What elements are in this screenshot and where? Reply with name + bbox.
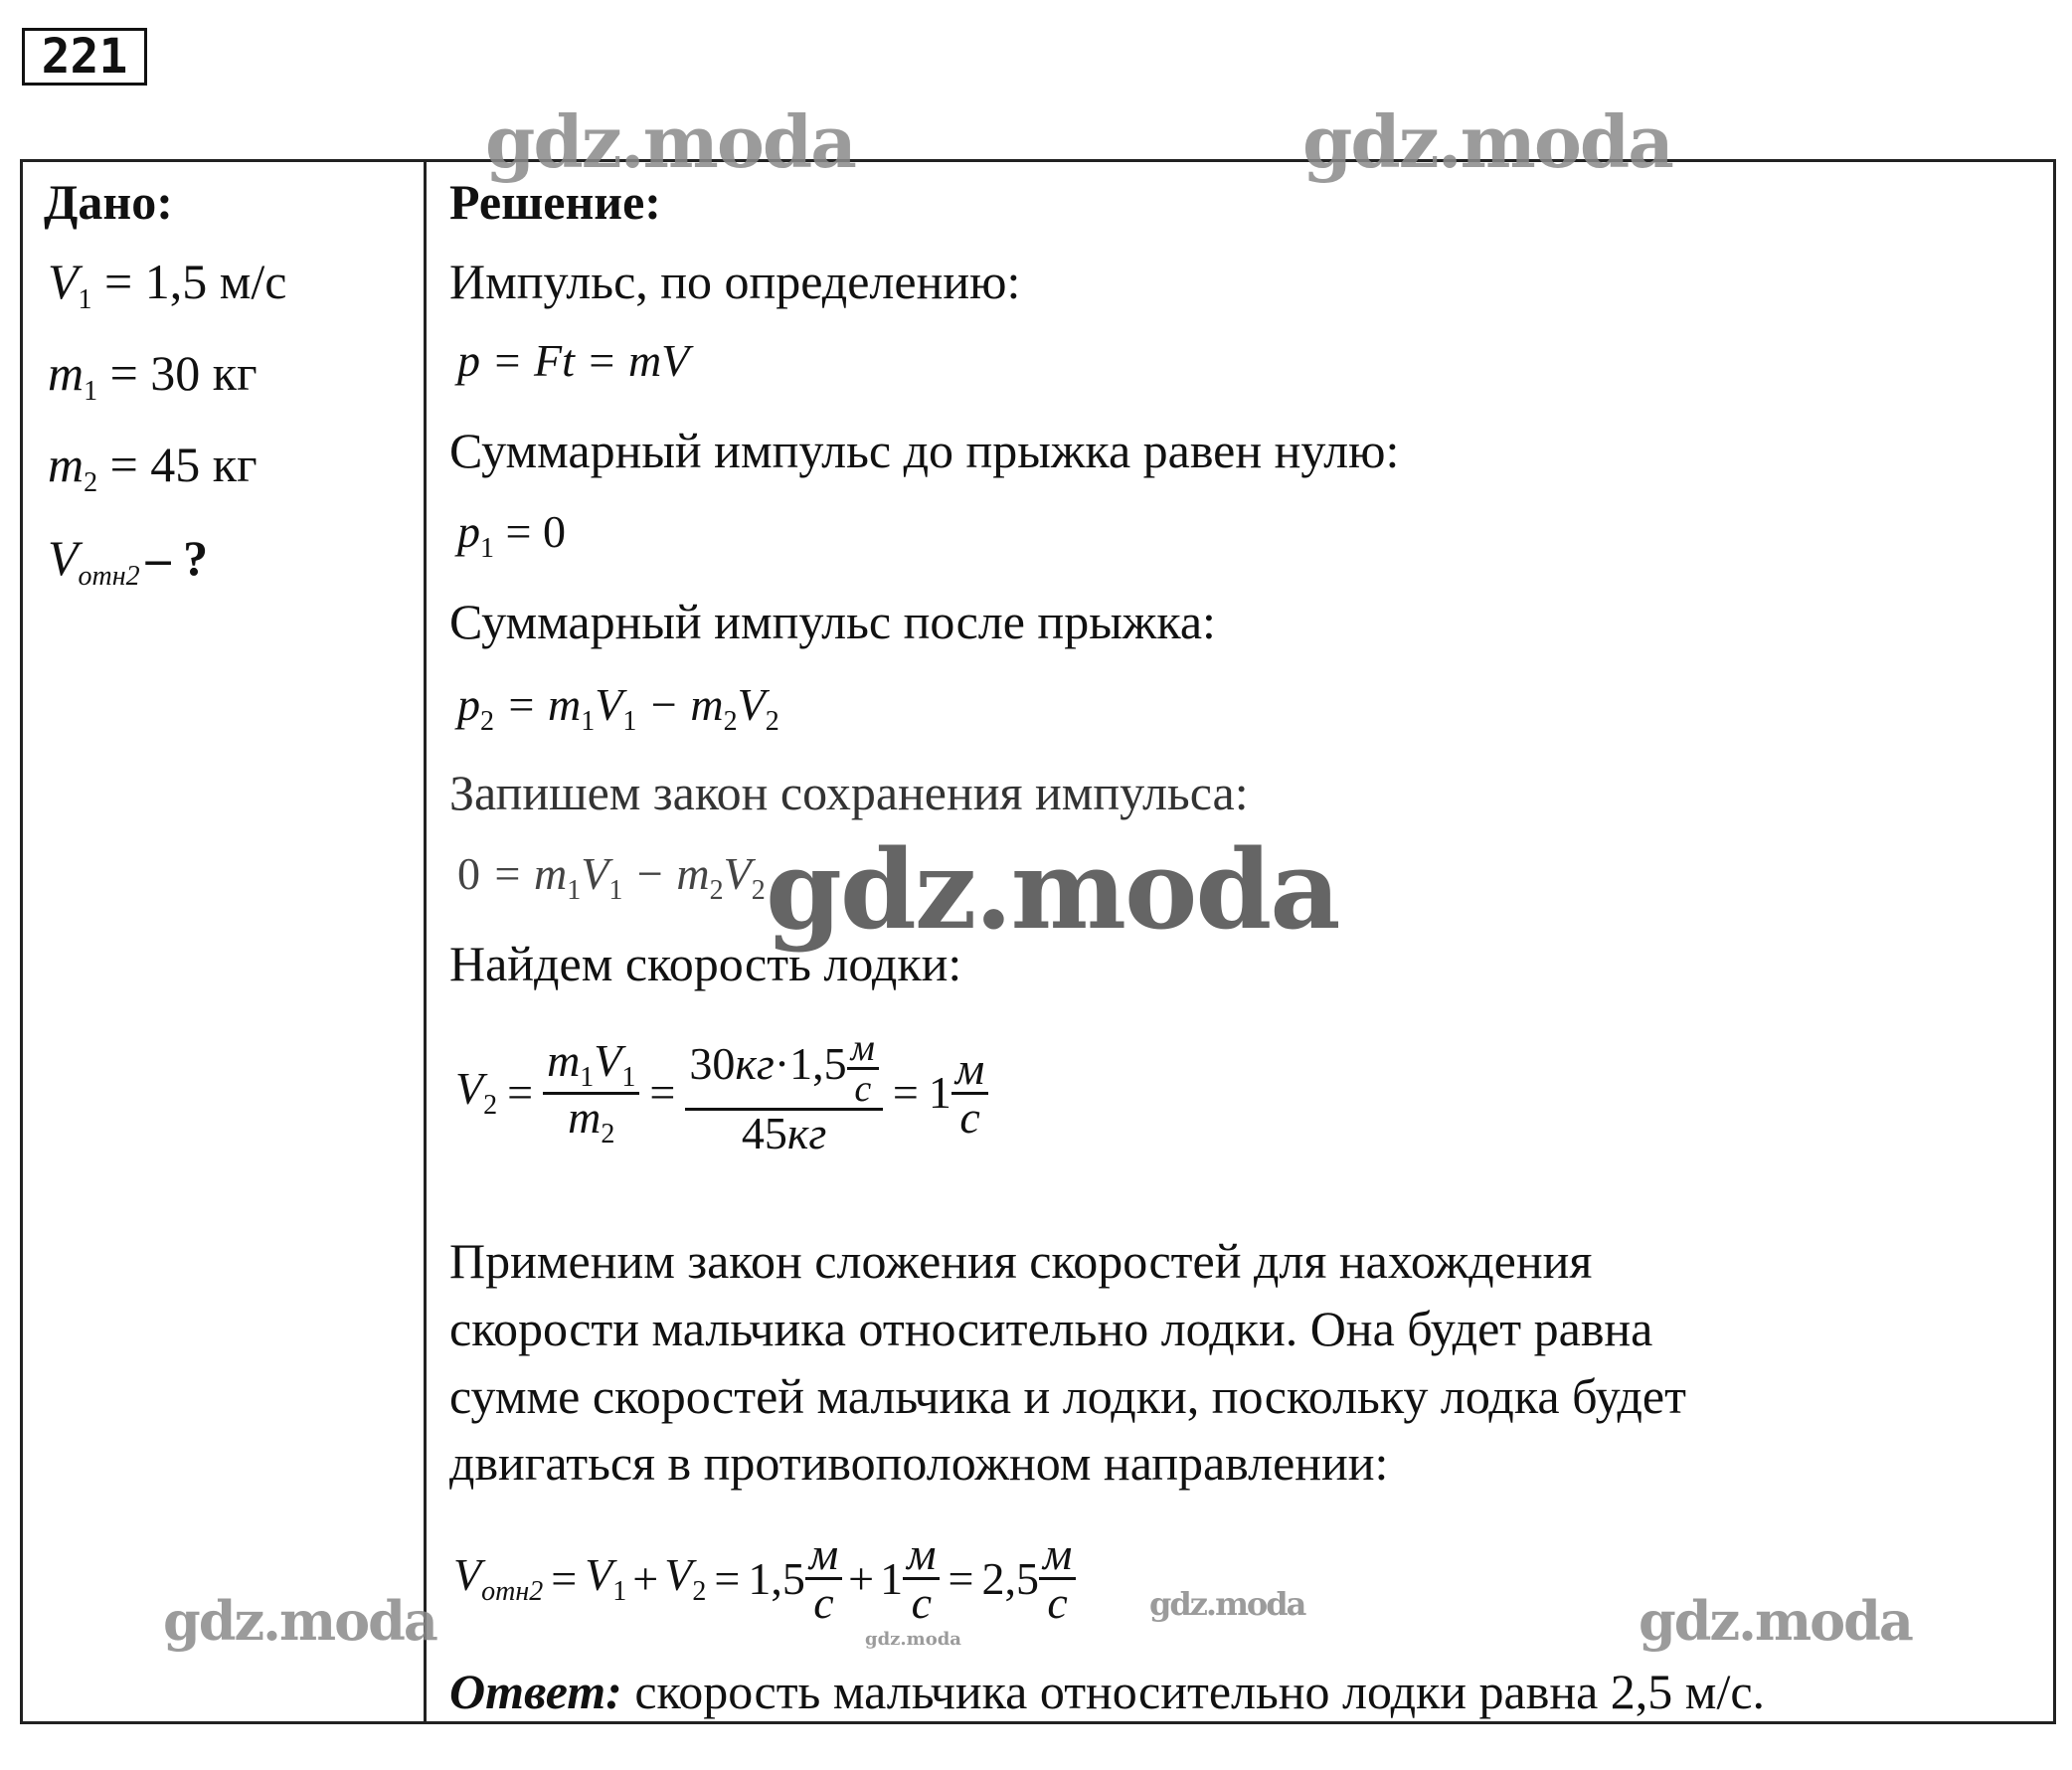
formula-p1: $p_1 = 0$ — [457, 506, 566, 564]
given-heading: Дано: — [44, 174, 173, 230]
solution-line-5: Найдем скорость лодки: — [449, 936, 962, 991]
given-v1: $V_1 = 1,5$ м/с — [48, 254, 287, 315]
given-unknown: $V_{отн2}$ – ? — [48, 530, 209, 592]
watermark: gdz.moda — [766, 825, 1339, 954]
watermark: gdz.moda — [865, 1629, 961, 1650]
solution-paragraph-line-2: скорости мальчика относительно лодки. Она будет равна — [449, 1301, 1653, 1356]
solution-paragraph-line-1: Применим закон сложения скоростей для нахождения — [449, 1233, 1593, 1289]
given-m1: $m_1 = 30$ кг — [48, 345, 258, 407]
answer-line: Ответ: скорость мальчика относительно лодки равна 2,5 м/с. — [449, 1664, 1766, 1719]
watermark: gdz.moda — [1302, 99, 1672, 184]
solution-line-1: Импульс, по определению: — [449, 254, 1021, 309]
solution-line-3: Суммарный импульс после прыжка: — [449, 594, 1216, 649]
formula-p2: $p_2 = m_1V_1 - m_2V_2$ — [457, 679, 779, 737]
solution-paragraph-line-3: сумме скоростей мальчика и лодки, поскольку лодка будет — [449, 1368, 1686, 1424]
given-m2: $m_2 = 45$ кг — [48, 437, 258, 498]
column-divider — [424, 159, 427, 1724]
watermark: gdz.moda — [1149, 1585, 1305, 1623]
formula-v-relative: $V_{отн2}$ = $V_1$ + $V_2$ = 1,5 $\frac{м}{с}$ + 1 $\frac{м}{с}$ = 2,5 $\frac{м}{с}$ — [453, 1531, 1076, 1626]
watermark: gdz.moda — [485, 99, 855, 184]
solution-line-2: Суммарный импульс до прыжка равен нулю: — [449, 423, 1400, 478]
watermark: gdz.moda — [163, 1589, 436, 1653]
solution-paragraph-line-4: двигаться в противоположном направлении: — [449, 1435, 1389, 1491]
problem-number: 221 — [22, 28, 147, 86]
formula-v2: $V_2$ = $\frac{m_1V_1}{m_2}$ = 30кг·1,5 $\frac{м}{с}$ 45кг = 1 $\frac{м}{с}$ — [455, 1029, 988, 1156]
solution-heading: Решение: — [449, 174, 661, 230]
formula-conservation: $0 = m_1V_1 - m_2V_2$ — [457, 848, 766, 906]
solution-line-4: Запишем закон сохранения импульса: — [449, 765, 1249, 820]
watermark: gdz.moda — [1639, 1589, 1912, 1653]
formula-momentum-definition: p = Ft = mV — [457, 335, 690, 386]
